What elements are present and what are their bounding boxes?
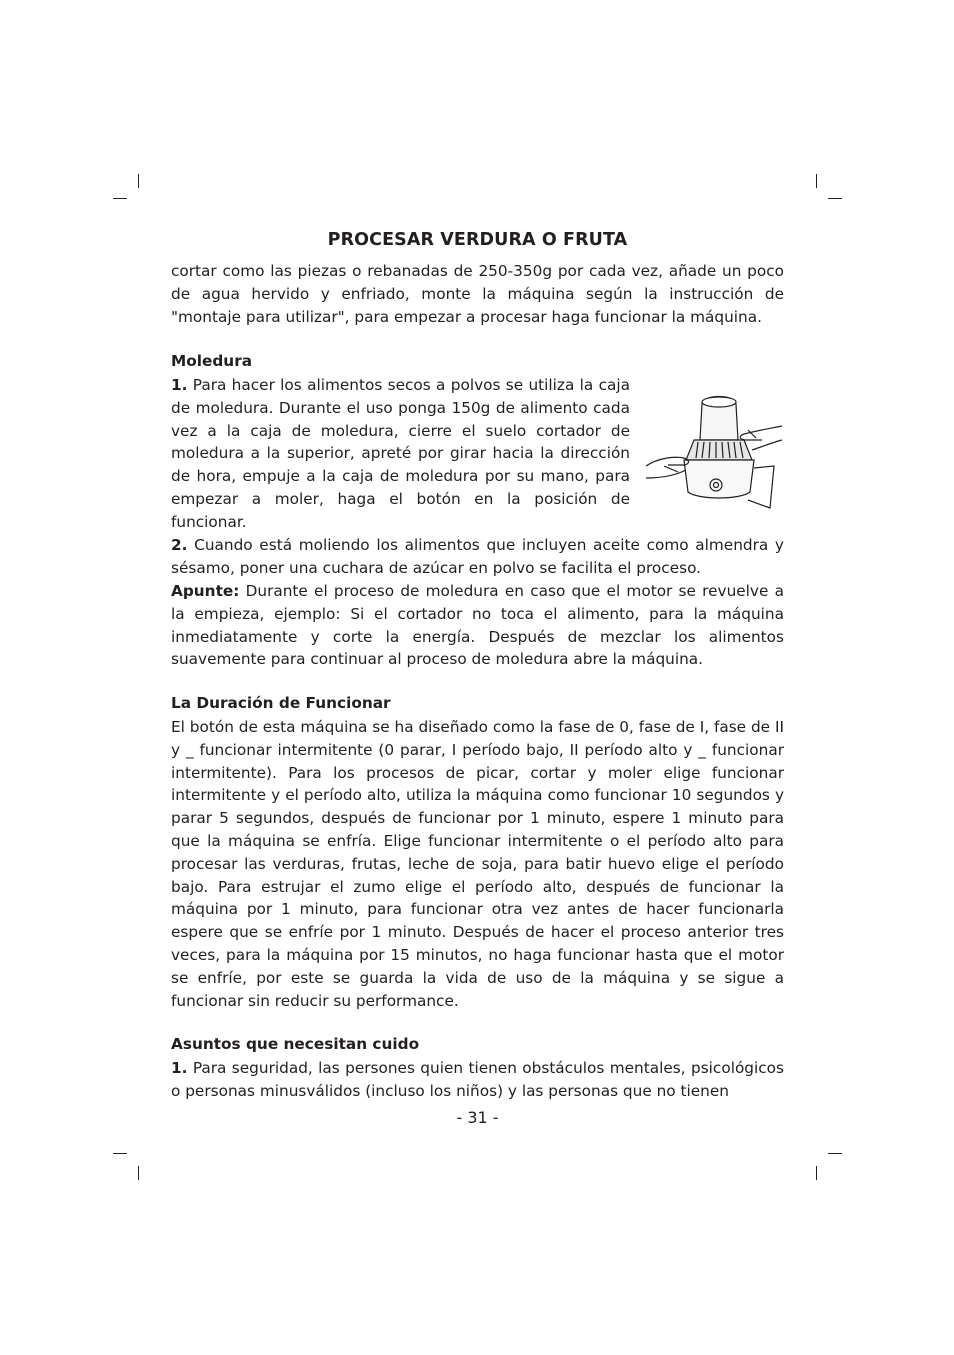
crop-mark-top-right-v <box>816 174 817 188</box>
crop-mark-top-left-v <box>138 174 139 188</box>
item-text: Para seguridad, las persones quien tienen obstáculos mentales, psicológicos o personas minusválidos (incluso los niños) y las personas que no tienen <box>171 1059 784 1100</box>
section-heading-asuntos: Asuntos que necesitan cuido <box>171 1035 420 1053</box>
section-heading-moledura: Moledura <box>171 352 253 370</box>
page-title: PROCESAR VERDURA O FRUTA <box>327 230 628 250</box>
note-text: Durante el proceso de moledura en caso que el motor se revuelve a la empieza, ejemplo: Si el cortador no toca el alimento, para la máquina inmediatamente y corte la energía. Después de mezclar los alimentos suavemente para continuar al proceso de moledura abre la máquina. <box>171 582 784 669</box>
item-number: 1. <box>171 376 188 394</box>
crop-mark-bottom-right-v <box>816 1166 817 1180</box>
crop-mark-top-left-h <box>113 198 127 199</box>
note-label: Apunte: <box>171 582 240 600</box>
page-number: - 31 - <box>456 1108 499 1127</box>
crop-mark-bottom-right-h <box>828 1153 842 1154</box>
asuntos-item-1 <box>171 1057 784 1103</box>
item-text: Cuando está moliendo los alimentos que incluyen aceite como almendra y sésamo, poner una cuchara de azúcar en polvo se facilita el proceso. <box>171 536 784 577</box>
intro-paragraph: cortar como las piezas o rebanadas de 250-350g por cada vez, añade un poco de agua hervido y enfriado, monte la máquina según la instrucción de "montaje para utilizar", para empezar a procesar haga funcionar la máquina. <box>171 262 784 326</box>
grinder-illustration <box>644 388 784 510</box>
moledura-item-1 <box>171 374 630 534</box>
crop-mark-bottom-left-h <box>113 1153 127 1154</box>
item-number: 1. <box>171 1059 188 1077</box>
item-number: 2. <box>171 536 188 554</box>
moledura-item-2 <box>171 534 784 580</box>
duracion-paragraph: El botón de esta máquina se ha diseñado como la fase de 0, fase de I, fase de II y _ funcionar intermitente (0 parar, I período bajo, II período alto y _ funcionar intermitente). Para los procesos de picar, cortar y moler elige funcionar intermitente y el período alto, utiliza la máquina como funcionar 10 segundos y parar 5 segundos, después de funcionar por 1 minuto, espere 1 minuto para que la máquina se enfría. Elige funcionar intermitente o el período alto para procesar las verduras, frutas, leche de soja, para batir huevo elige el período bajo. Para estrujar el zumo elige el período alto, después de funcionar la máquina por 1 minuto, para funcionar otra vez antes de hacer funcionarla espere que se enfríe por 1 minuto. Después de hacer el proceso anterior tres veces, para la máquina por 15 minutos, no haga funcionar hasta que el motor se enfríe, por este se guarda la vida de uso de la máquina y se sigue a funcionar sin reducir su performance. <box>171 718 784 1010</box>
section-heading-duracion: La Duración de Funcionar <box>171 694 391 712</box>
item-text: Para hacer los alimentos secos a polvos se utiliza la caja de moledura. Durante el uso ponga 150g de alimento cada vez a la caja de moledura, cierre el suelo cortador de moledura a la superior, apreté por girar hacia la dirección de hora, empuje a la caja de moledura por su mano, para empezar a moler, haga el botón en la posición de funcionar. <box>171 376 630 531</box>
moledura-note <box>171 580 784 671</box>
crop-mark-bottom-left-v <box>138 1166 139 1180</box>
crop-mark-top-right-h <box>828 198 842 199</box>
